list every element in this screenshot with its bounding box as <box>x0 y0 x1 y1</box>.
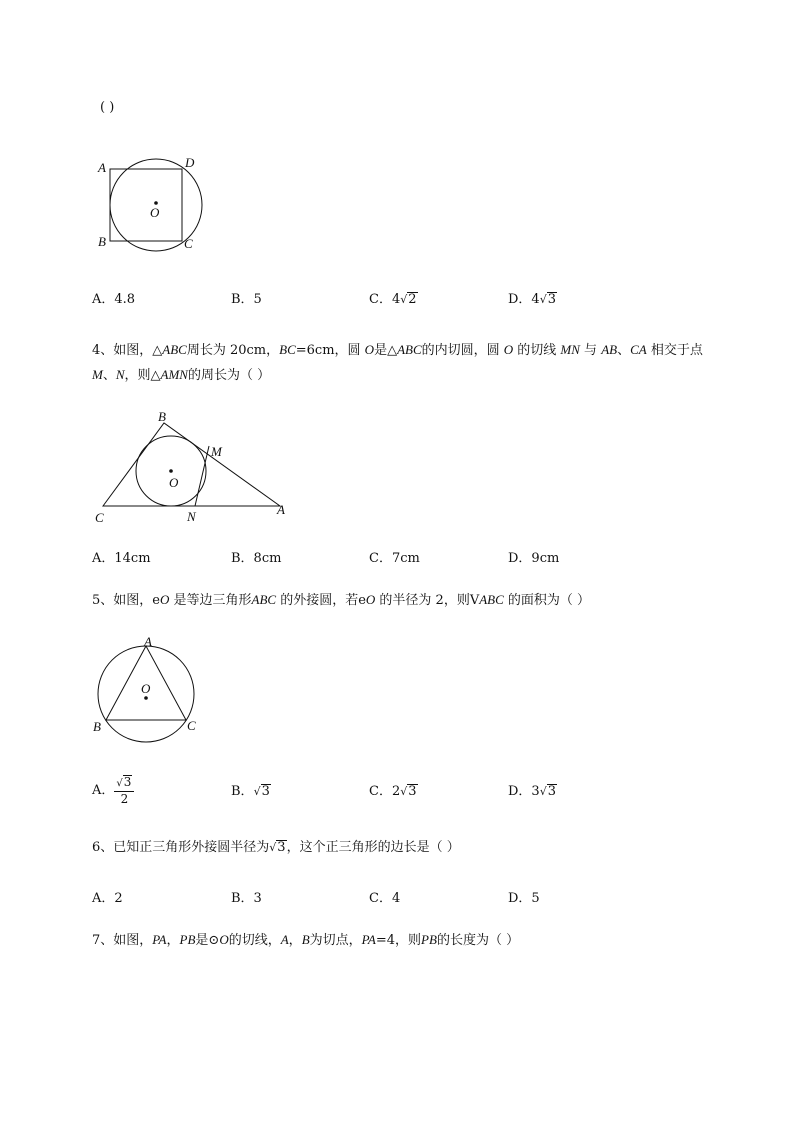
q4-text-line2: M、N，则△AMN的周长为（ ） <box>92 367 271 383</box>
q3-option-a[interactable]: A．4.8 <box>92 292 136 307</box>
q6-option-b[interactable]: B．3 <box>231 891 262 906</box>
q4-text-line1: 4、如图，△ABC周长为 20cm，BC=6cm，圆 O是△ABC的内切圆，圆 O 的切线 MN 与 AB、CA 相交于点 <box>92 342 703 358</box>
q5-figure <box>90 634 210 744</box>
q5-label-c: C <box>187 718 196 733</box>
q4-label-c: C <box>95 510 104 525</box>
q4-figure <box>92 408 292 528</box>
q5-option-b[interactable]: B．√3 <box>231 784 270 799</box>
q5-option-a-prefix: A． <box>92 783 115 798</box>
q5-option-a[interactable] <box>92 775 134 806</box>
q6-option-d[interactable]: D．5 <box>508 891 540 906</box>
q5-option-a-fraction: $\frac{√3}{2}$ <box>114 775 134 806</box>
q6-option-c[interactable]: C．4 <box>369 891 401 906</box>
q7-text: 7、如图，PA，PB是⊙O的切线，A，B为切点，PA=4，则PB的长度为（ ） <box>92 932 520 948</box>
q3-label-a: A <box>98 160 106 175</box>
q3-answer-blank: ( ) <box>100 100 115 115</box>
q4-label-b: B <box>158 409 166 424</box>
q4-center-dot <box>169 469 173 473</box>
q5-label-o: O <box>141 681 151 696</box>
q3-option-c-radicand: 2 <box>408 292 417 307</box>
q4-label-n: N <box>187 509 196 524</box>
q4-option-c[interactable]: C．7cm <box>369 551 420 566</box>
q3-option-d-prefix: D．4 <box>508 292 540 307</box>
q3-label-c: C <box>184 236 193 251</box>
q3-option-d-radicand: 3 <box>547 292 556 307</box>
q5-option-d[interactable]: D．3√3 <box>508 784 556 799</box>
q3-label-d: D <box>185 155 195 170</box>
q4-triangle <box>103 423 280 506</box>
q3-option-d[interactable]: D．4√3 <box>508 292 556 307</box>
q4-label-a: A <box>277 502 285 517</box>
q5-option-c[interactable]: C．2√3 <box>369 784 417 799</box>
q3-label-o: O <box>150 205 160 220</box>
q3-square <box>110 169 182 241</box>
q6-text: 6、已知正三角形外接圆半径为√3，这个正三角形的边长是（ ） <box>92 840 460 855</box>
q5-center-dot <box>144 696 148 700</box>
q3-label-b: B <box>98 234 106 249</box>
q4-option-b[interactable]: B．8cm <box>231 551 282 566</box>
q4-label-o: O <box>169 475 179 490</box>
q4-label-m: M <box>211 444 222 459</box>
q6-option-a[interactable]: A．2 <box>92 891 123 906</box>
q3-option-b[interactable]: B．5 <box>231 292 262 307</box>
q4-option-a[interactable]: A．14cm <box>92 551 151 566</box>
q5-label-a: A <box>144 634 152 649</box>
q3-option-c-prefix: C．4 <box>369 292 401 307</box>
q3-figure <box>90 150 230 260</box>
q3-option-c[interactable]: C．4√2 <box>369 292 417 307</box>
q5-label-b: B <box>93 719 101 734</box>
q4-option-d[interactable]: D．9cm <box>508 551 560 566</box>
q5-text: 5、如图，eO 是等边三角形ABC 的外接圆，若eO 的半径为 2，则VABC 的面积为（ ） <box>92 592 591 608</box>
